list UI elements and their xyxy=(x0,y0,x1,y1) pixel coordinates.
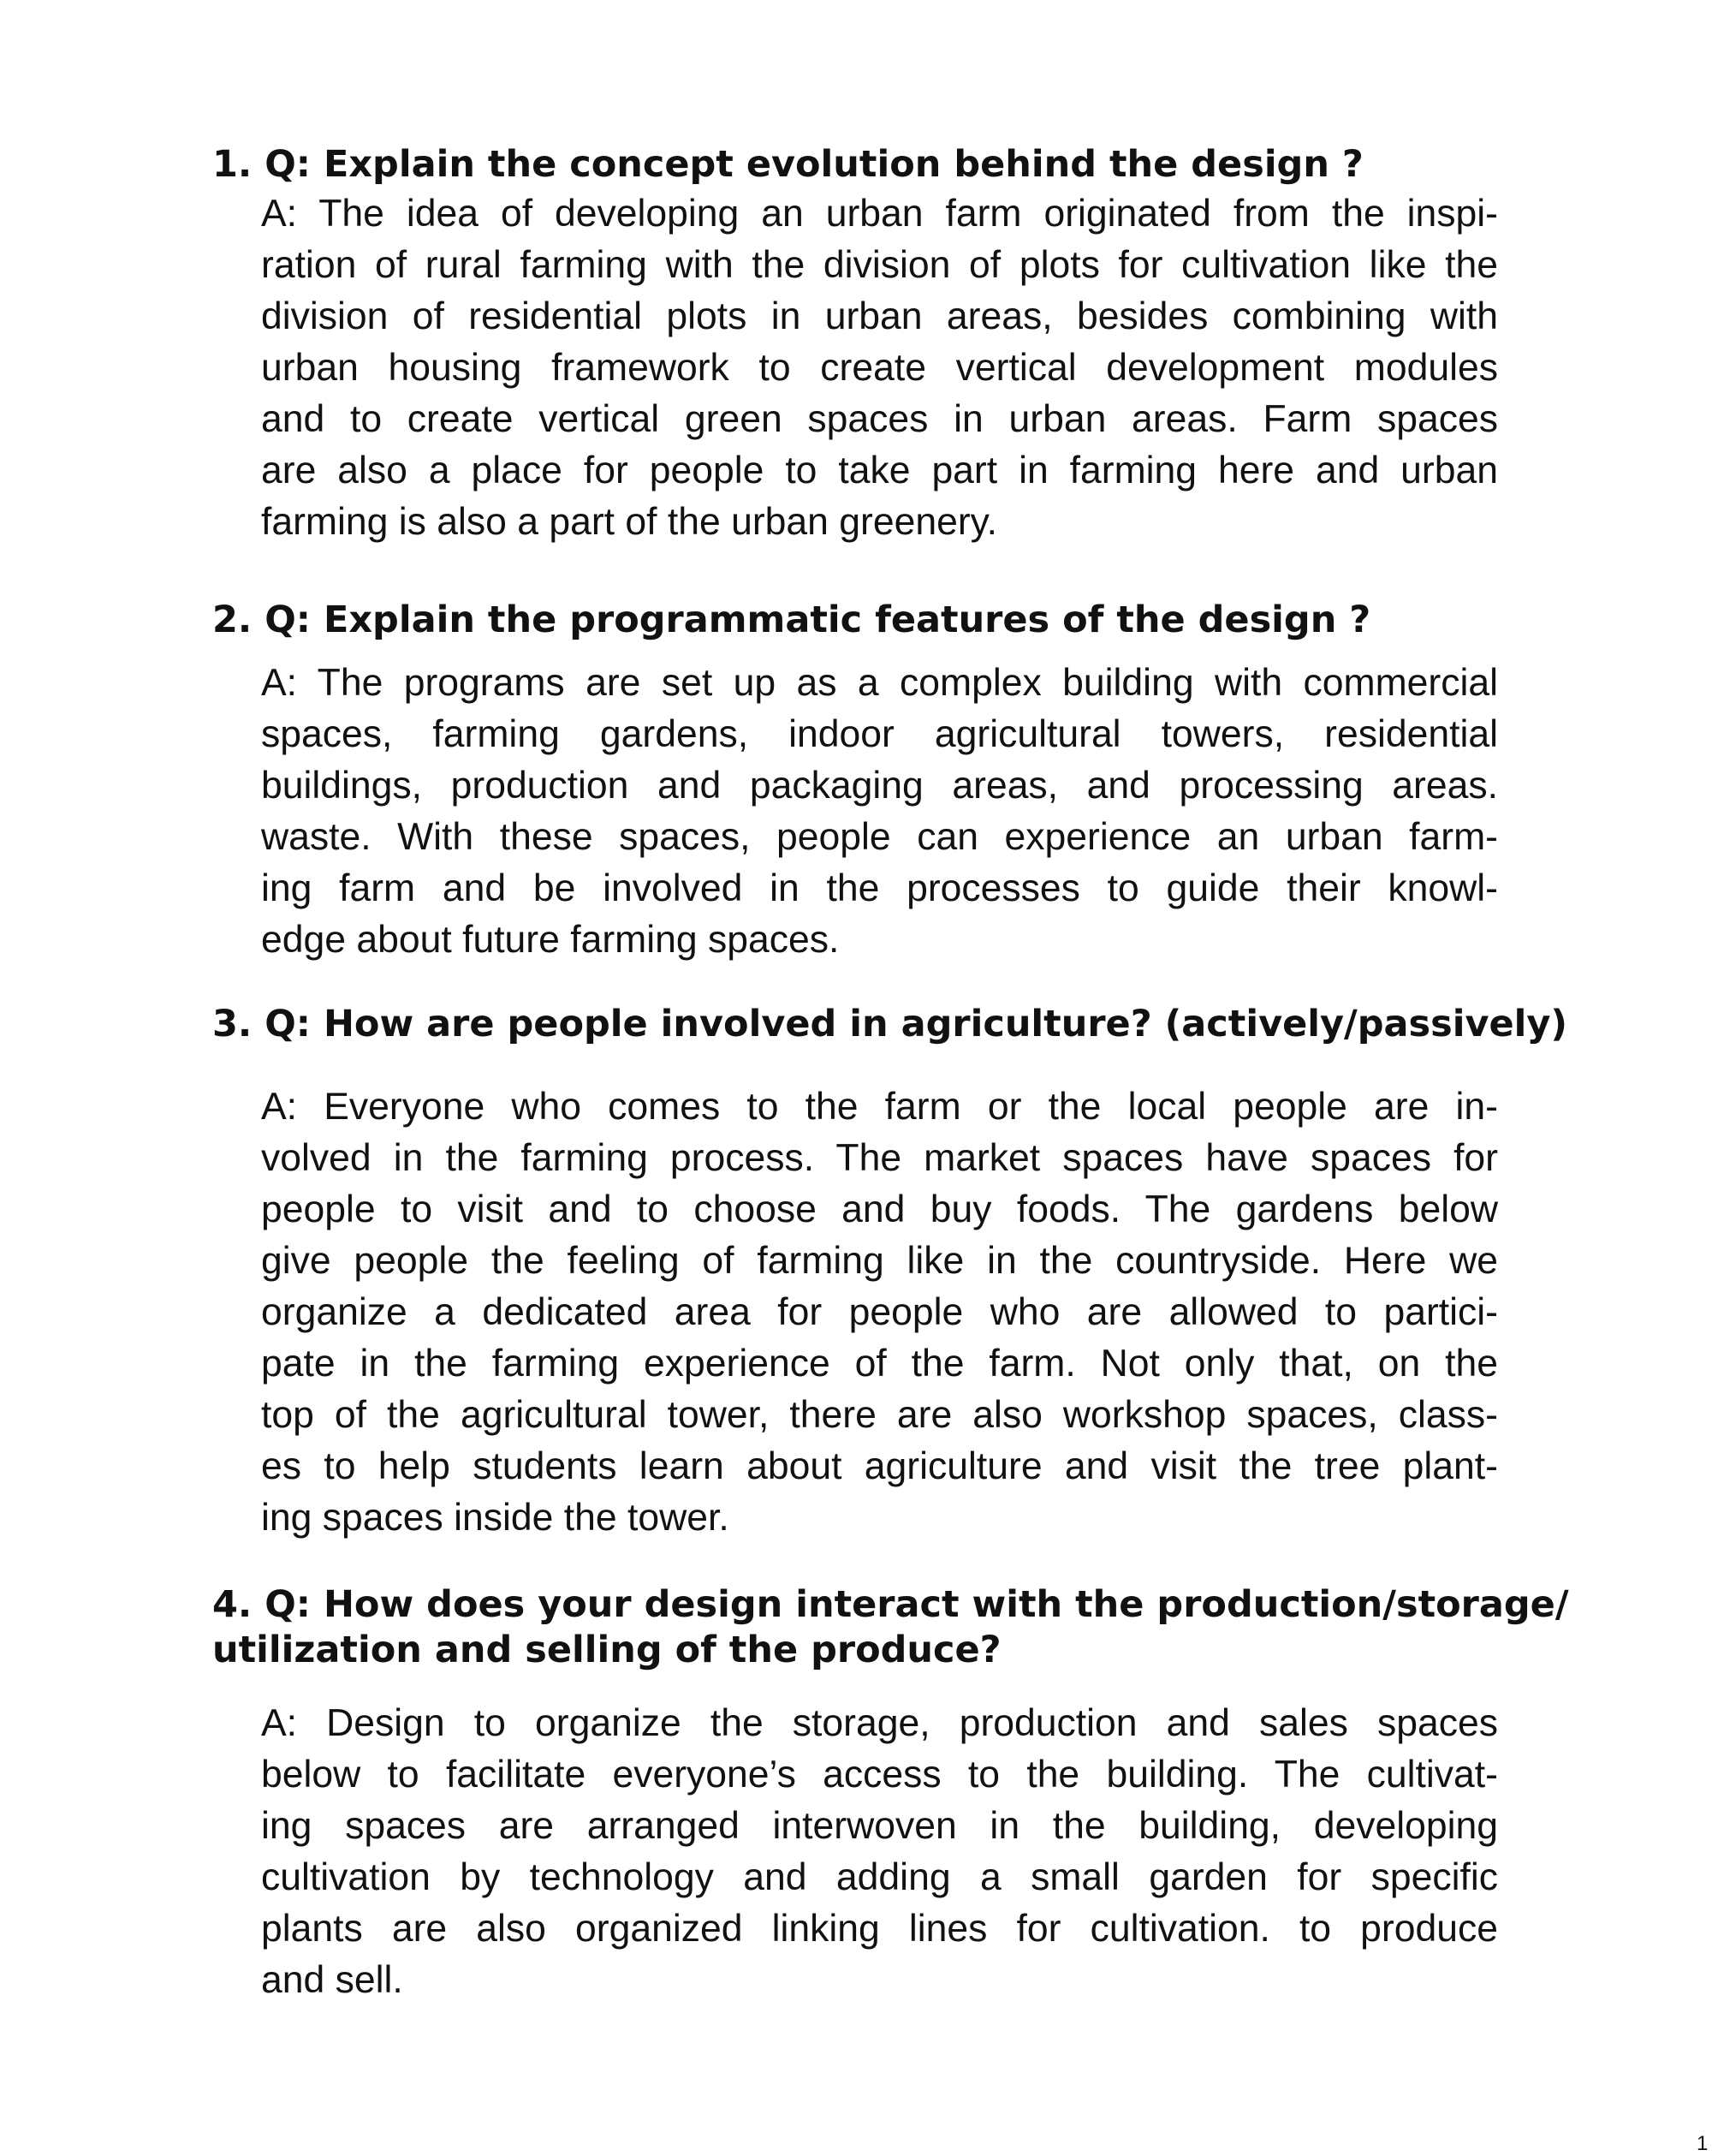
question-3-line: 3. Q: How are people involved in agriculture? (actively/passively) xyxy=(212,1003,1568,1045)
answer-3-line: organize a dedicated area for people who are allowed to partici- xyxy=(261,1291,1498,1333)
answer-2-line: edge about future farming spaces. xyxy=(261,919,840,961)
answer-3-line: top of the agricultural tower, there are also workshop spaces, class- xyxy=(261,1394,1498,1436)
answer-2-line: waste. With these spaces, people can experience an urban farm- xyxy=(261,816,1498,858)
answer-2-line: ing farm and be involved in the processes to guide their knowl- xyxy=(261,867,1498,909)
answer-2-line: buildings, production and packaging areas, and processing areas. xyxy=(261,765,1498,807)
answer-1-line: ration of rural farming with the division of plots for cultivation like the xyxy=(261,244,1498,286)
answer-2-line: spaces, farming gardens, indoor agricultural towers, residential xyxy=(261,713,1498,755)
answer-3-line: volved in the farming process. The market spaces have spaces for xyxy=(261,1137,1498,1179)
answer-3-line: people to visit and to choose and buy foods. The gardens below xyxy=(261,1188,1498,1230)
answer-3-line: A: Everyone who comes to the farm or the local people are in- xyxy=(261,1086,1498,1128)
answer-1-line: A: The idea of developing an urban farm originated from the inspi- xyxy=(261,193,1498,235)
answer-4-line: cultivation by technology and adding a small garden for specific xyxy=(261,1856,1498,1898)
answer-1-line: farming is also a part of the urban greenery. xyxy=(261,501,997,543)
answer-2-text xyxy=(261,658,1498,966)
answer-1-line: and to create vertical green spaces in urban areas. Farm spaces xyxy=(261,398,1498,440)
answer-1-line: urban housing framework to create vertical development modules xyxy=(261,347,1498,389)
question-2-heading xyxy=(212,598,1370,643)
answer-1-line: division of residential plots in urban areas, besides combining with xyxy=(261,295,1498,337)
answer-3-line: es to help students learn about agriculture and visit the tree plant- xyxy=(261,1445,1498,1487)
answer-4-line: A: Design to organize the storage, production and sales spaces xyxy=(261,1702,1498,1744)
page-number: 1 xyxy=(1697,2132,1709,2155)
question-4-line: utilization and selling of the produce? xyxy=(212,1629,1002,1671)
question-4-line: 4. Q: How does your design interact with the production/storage/ xyxy=(212,1583,1569,1626)
question-2-line: 2. Q: Explain the programmatic features of the design ? xyxy=(212,599,1371,641)
question-1-heading xyxy=(212,142,1364,188)
answer-3-line: ing spaces inside the tower. xyxy=(261,1497,729,1539)
answer-4-text xyxy=(261,1698,1498,2006)
question-3-heading xyxy=(212,1002,1567,1047)
answer-4-line: plants are also organized linking lines for cultivation. to produce xyxy=(261,1908,1498,1950)
answer-4-line: below to facilitate everyone’s access to the building. The cultivat- xyxy=(261,1754,1498,1796)
answer-3-line: pate in the farming experience of the farm. Not only that, on the xyxy=(261,1343,1498,1385)
answer-4-line: ing spaces are arranged interwoven in the building, developing xyxy=(261,1805,1498,1847)
answer-3-line: give people the feeling of farming like in the countryside. Here we xyxy=(261,1240,1498,1282)
answer-3-text xyxy=(261,1081,1498,1544)
answer-1-text xyxy=(261,188,1498,548)
question-4-heading xyxy=(212,1582,1569,1673)
question-1-line: 1. Q: Explain the concept evolution behind the design ? xyxy=(212,143,1364,186)
answer-2-line: A: The programs are set up as a complex building with commercial xyxy=(261,662,1498,704)
answer-4-line: and sell. xyxy=(261,1959,403,2001)
answer-1-line: are also a place for people to take part in farming here and urban xyxy=(261,450,1498,491)
